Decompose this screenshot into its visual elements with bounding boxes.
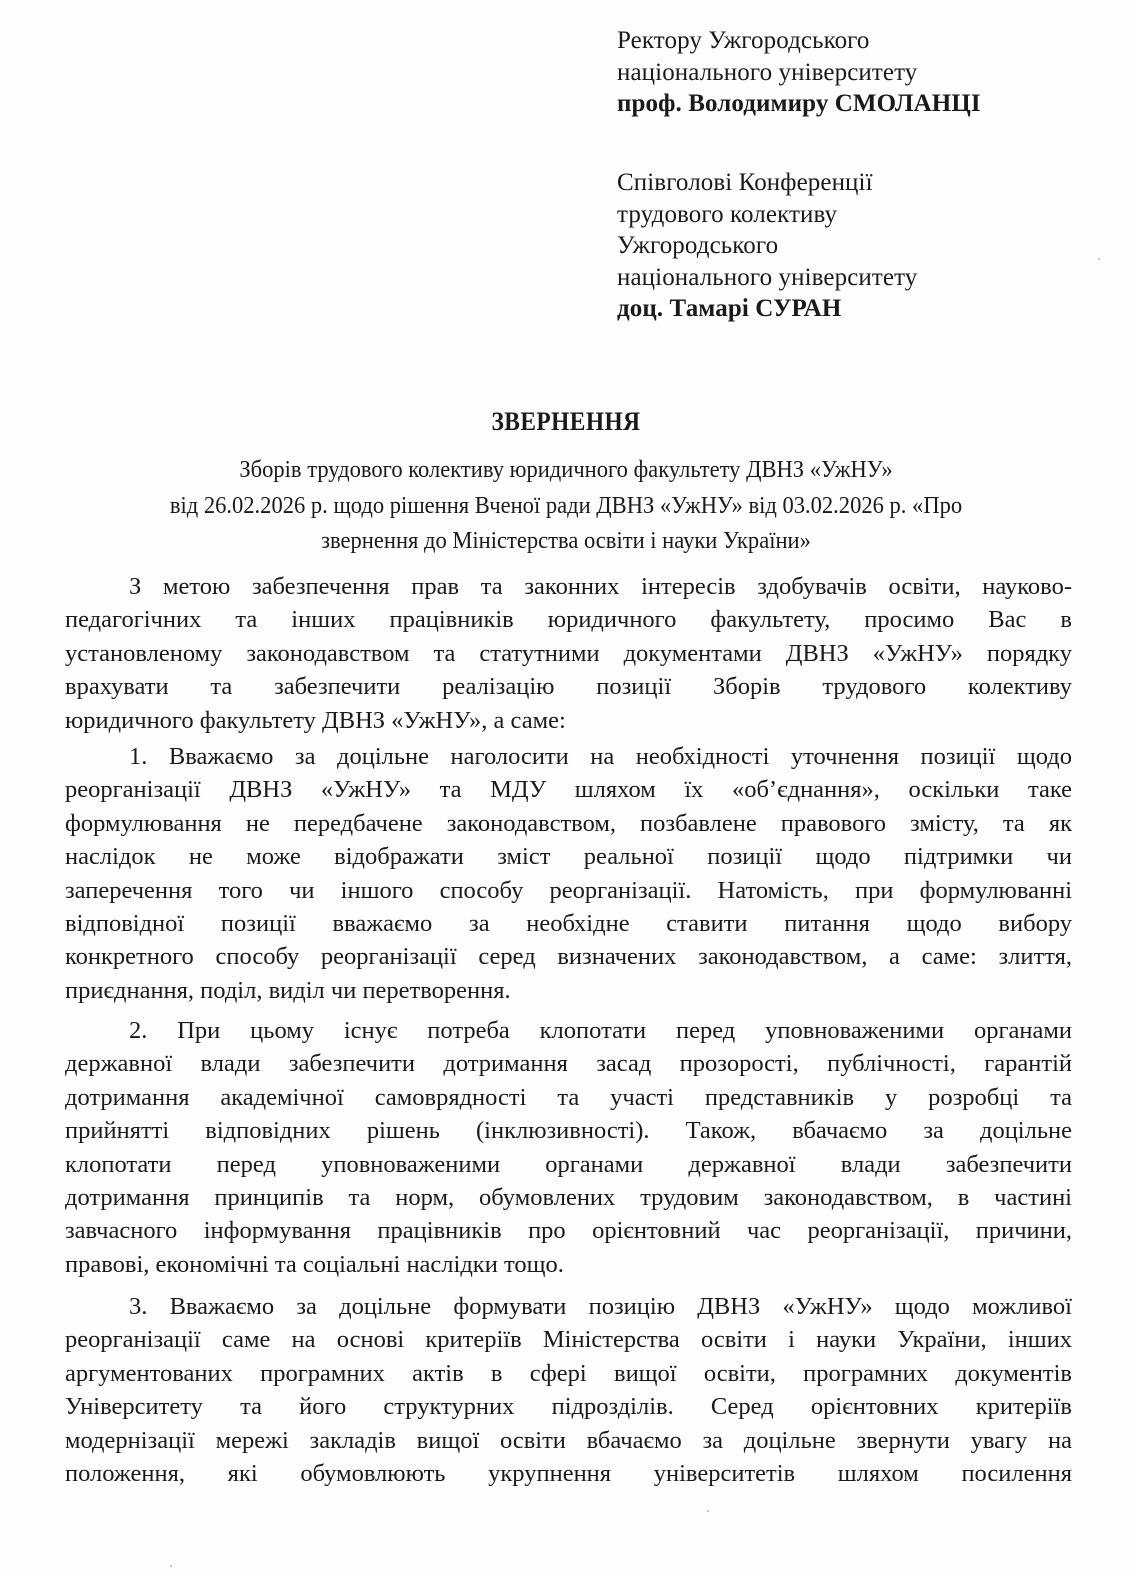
paragraph-line: 1. Вважаємо за доцільне наголосити на необхідності уточнення позиції щодо bbox=[129, 743, 1072, 770]
addressee-line: національного університету bbox=[617, 263, 918, 291]
scan-speck bbox=[707, 1510, 709, 1512]
paragraph-line: педагогічних та інших працівників юридичного факультету, просимо Вас в bbox=[65, 606, 1072, 634]
scan-speck bbox=[1098, 258, 1100, 260]
paragraph-line: врахувати та забезпечити реалізацію позиції Зборів трудового колективу bbox=[65, 673, 1072, 701]
addressee-name: проф. Володимиру СМОЛАНЦІ bbox=[617, 90, 981, 117]
paragraph-line: дотримання принципів та норм, обумовлених трудовим законодавством, в частині bbox=[65, 1183, 1072, 1211]
paragraph-line: правові, економічні та соціальні наслідки тощо. bbox=[65, 1250, 564, 1278]
paragraph-line: клопотати перед уповноваженими органами державної влади забезпечити bbox=[65, 1150, 1072, 1178]
paragraph-line: положення, які обумовлюють укрупнення університетів шляхом посилення bbox=[65, 1459, 1072, 1487]
paragraph-line: аргументованих програмних актів в сфері вищої освіти, програмних документів bbox=[65, 1359, 1072, 1387]
paragraph-line: модернізації мережі закладів вищої освіти вбачаємо за доцільне звернути увагу на bbox=[65, 1426, 1072, 1454]
paragraph-intro bbox=[65, 570, 1072, 737]
addressee-line: Ректору Ужгородського bbox=[617, 27, 870, 54]
addressee-name: доц. Тамарі СУРАН bbox=[617, 295, 842, 322]
subtitle-line: від 26.02.2026 р. щодо рішення Вченої ради ДВНЗ «УжНУ» від 03.02.2026 р. «Про bbox=[169, 491, 963, 519]
paragraph-line: Університету та його структурних підрозділів. Серед орієнтовних критеріїв bbox=[65, 1393, 1072, 1421]
subtitle-line: звернення до Міністерства освіти і науки України» bbox=[321, 527, 811, 554]
paragraph-line: прийнятті відповідних рішень (інклюзивності). Також, вбачаємо за доцільне bbox=[65, 1117, 1072, 1145]
paragraph-line: наслідок не може відображати зміст реальної позиції щодо підтримки чи bbox=[65, 843, 1072, 871]
paragraph-line: формулювання не передбачене законодавством, позбавлене правового змісту, та як bbox=[65, 809, 1072, 837]
document-title: ЗВЕРНЕННЯ bbox=[491, 407, 641, 436]
paragraph-line: установленому законодавством та статутними документами ДВНЗ «УжНУ» порядку bbox=[65, 639, 1072, 667]
paragraph-line: конкретного способу реорганізації серед визначених законодавством, а саме: злиття, bbox=[65, 943, 1072, 971]
addressee-rector bbox=[617, 25, 981, 120]
paragraph-item-2 bbox=[65, 1014, 1072, 1281]
paragraph-line: 3. Вважаємо за доцільне формувати позицію ДВНЗ «УжНУ» щодо можливої bbox=[129, 1293, 1072, 1320]
paragraph-item-3 bbox=[65, 1290, 1072, 1490]
paragraph-line: реорганізації саме на основі критеріїв Міністерства освіти і науки України, інших bbox=[65, 1326, 1072, 1354]
paragraph-line: державної влади забезпечити дотримання засад прозорості, публічності, гарантій bbox=[65, 1050, 1072, 1078]
paragraph-line: дотримання академічної самоврядності та участі представників у розробці та bbox=[65, 1083, 1072, 1111]
addressee-line: трудового колективу bbox=[617, 200, 838, 228]
addressee-line: Співголові Конференції bbox=[617, 169, 873, 196]
scan-speck bbox=[170, 1565, 172, 1567]
paragraph-line: завчасного інформування працівників про орієнтовний час реорганізації, причини, bbox=[65, 1217, 1072, 1245]
addressee-line: національного університету bbox=[617, 58, 918, 86]
paragraph-line: реорганізації ДВНЗ «УжНУ» та МДУ шляхом їх «об’єднання», оскільки таке bbox=[65, 776, 1072, 804]
addressee-co-chair bbox=[617, 167, 917, 325]
paragraph-line: відповідної позиції вважаємо за необхідне ставити питання щодо вибору bbox=[65, 909, 1072, 937]
addressee-line: Ужгородського bbox=[617, 232, 779, 259]
paragraph-line: З метою забезпечення прав та законних інтересів здобувачів освіти, науково- bbox=[129, 573, 1072, 600]
subtitle-line: Зборів трудового колективу юридичного факультету ДВНЗ «УжНУ» bbox=[239, 456, 893, 483]
paragraph-item-1 bbox=[65, 740, 1072, 1007]
paragraph-line: приєднання, поділ, виділ чи перетворення. bbox=[65, 976, 511, 1004]
paragraph-line: заперечення того чи іншого способу реорганізації. Натомість, при формулюванні bbox=[65, 876, 1072, 904]
paragraph-line: 2. При цьому існує потреба клопотати перед уповноваженими органами bbox=[129, 1017, 1072, 1044]
document-subtitle bbox=[60, 452, 1072, 559]
paragraph-line: юридичного факультету ДВНЗ «УжНУ», а саме: bbox=[65, 706, 566, 734]
